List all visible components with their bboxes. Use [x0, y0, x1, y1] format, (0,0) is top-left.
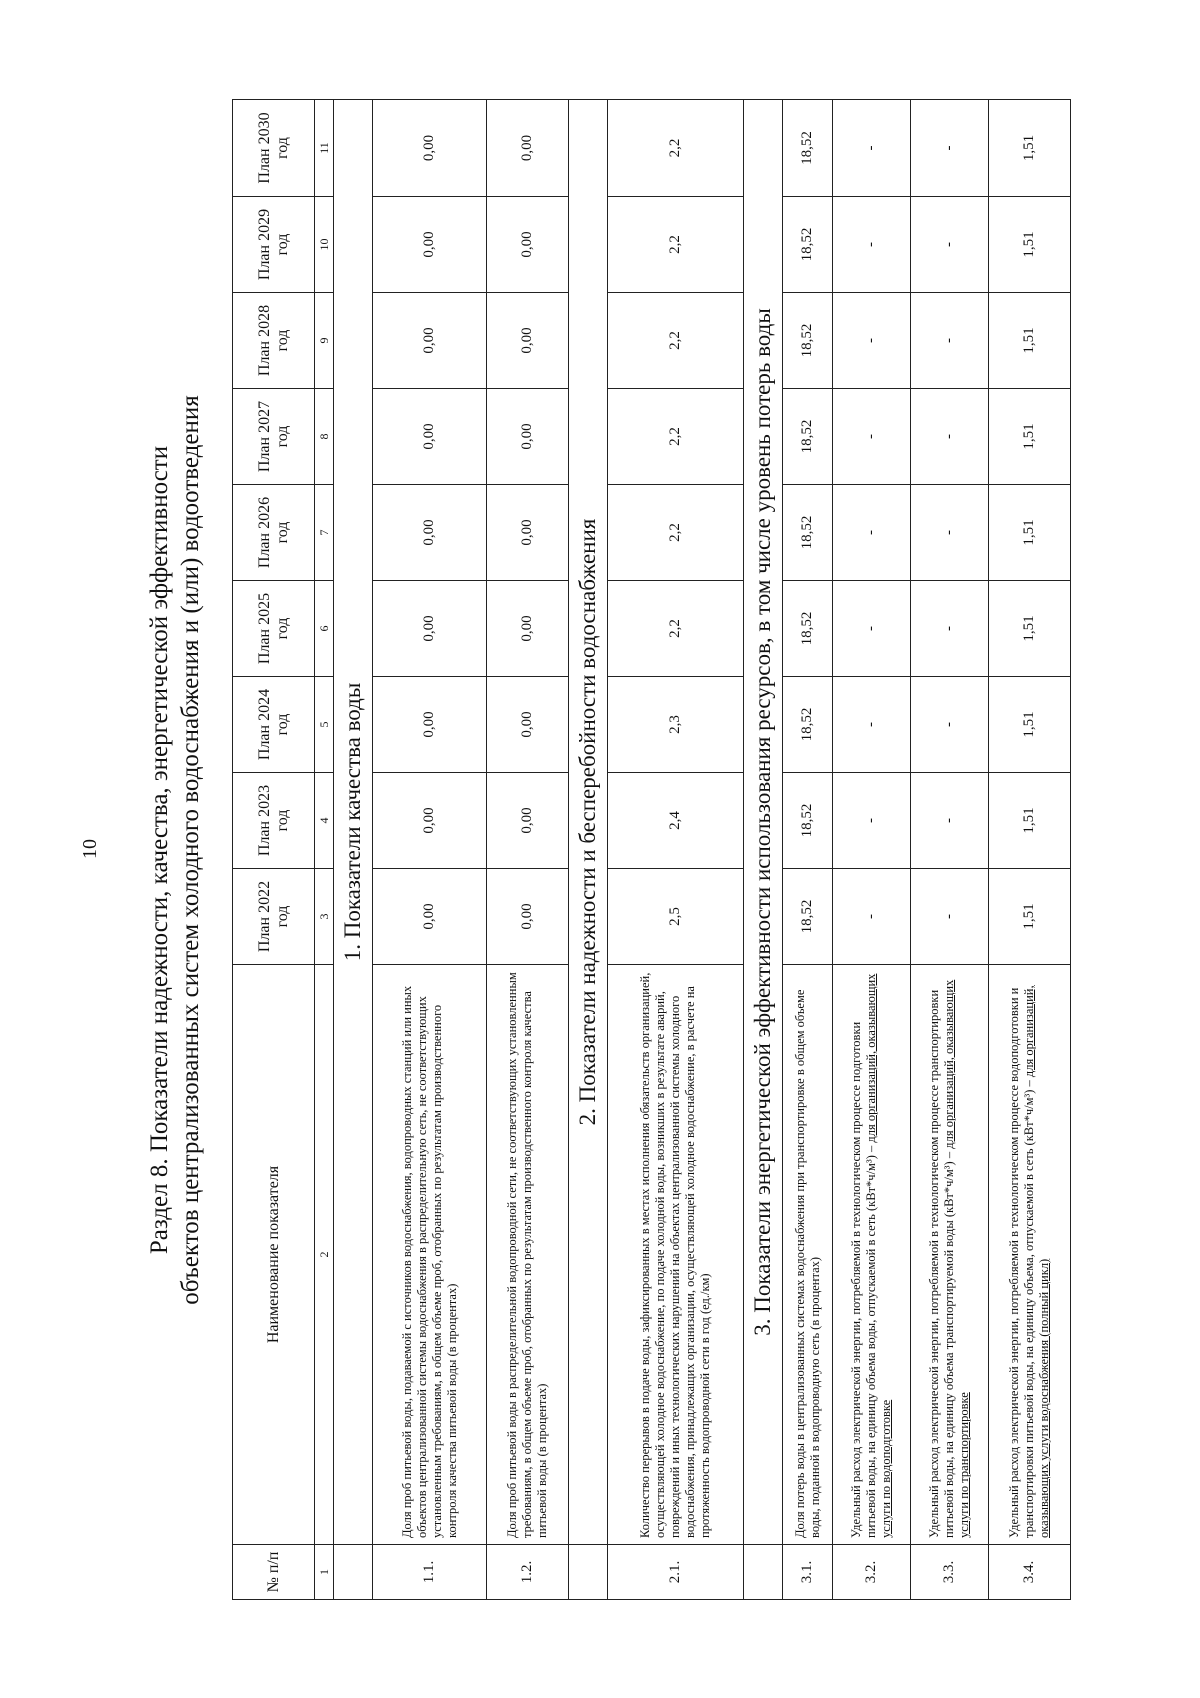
value-cell: 2,2: [608, 197, 744, 293]
value-cell: 0,00: [373, 869, 487, 965]
value-cell: 2,2: [608, 581, 744, 677]
value-cell: 0,00: [373, 100, 487, 197]
table-header-row: [233, 100, 315, 1600]
value-cell: 1,51: [989, 389, 1071, 485]
value-cell: 18,52: [783, 293, 833, 389]
header-year-2025: План 2025 год: [233, 581, 315, 677]
table-row: [373, 100, 487, 1600]
header-year-2023: План 2023 год: [233, 773, 315, 869]
header-year-2029: План 2029 год: [233, 197, 315, 293]
value-cell: 1,51: [989, 100, 1071, 197]
row-number: 1.1.: [373, 1545, 487, 1600]
value-cell: -: [911, 197, 989, 293]
value-cell: -: [833, 293, 911, 389]
column-index: 2: [315, 965, 334, 1545]
value-cell: -: [911, 869, 989, 965]
section-heading-1: 1. Показатели качества воды: [334, 100, 373, 1545]
value-cell: 1,51: [989, 773, 1071, 869]
value-cell: -: [911, 485, 989, 581]
row-number: 3.2.: [833, 1545, 911, 1600]
value-cell: 0,00: [487, 197, 569, 293]
value-cell: -: [833, 485, 911, 581]
value-cell: 2,2: [608, 100, 744, 197]
value-cell: 18,52: [783, 389, 833, 485]
table-row: [608, 100, 744, 1600]
value-cell: 2,3: [608, 677, 744, 773]
value-cell: 18,52: [783, 677, 833, 773]
row-number: 3.4.: [989, 1545, 1071, 1600]
value-cell: 0,00: [487, 581, 569, 677]
value-cell: 18,52: [783, 581, 833, 677]
column-index: 5: [315, 677, 334, 773]
header-year-2028: План 2028 год: [233, 293, 315, 389]
value-cell: 18,52: [783, 773, 833, 869]
value-cell: -: [911, 389, 989, 485]
indicator-name: Количество перерывов в подаче воды, зафиксированных в местах исполнения обязательств организацией, осуществляющей холодное водоснабжение, по подаче холодной воды, возникших в результате аварий, повреждений и иных технологических нарушений на объектах централизованной системы холодного водоснабжения, принадлежащих организации, осуществляющей холодное водоснабжение, в расчете на протяженность водопроводной сети в год (ед./км): [608, 965, 744, 1545]
header-name: Наименование показателя: [233, 965, 315, 1545]
row-number: 1.2.: [487, 1545, 569, 1600]
section-heading-row: [744, 100, 783, 1600]
row-number: 3.1.: [783, 1545, 833, 1600]
rotated-document: [117, 100, 1051, 1600]
column-index: 3: [315, 869, 334, 965]
indicator-name: [989, 965, 1071, 1545]
header-year-2027: План 2027 год: [233, 389, 315, 485]
value-cell: 0,00: [487, 100, 569, 197]
table-row: [833, 100, 911, 1600]
section-heading-3: 3. Показатели энергетической эффективности использования ресурсов, в том числе уровень потерь воды: [744, 100, 783, 1545]
header-year-2024: План 2024 год: [233, 677, 315, 773]
value-cell: -: [911, 293, 989, 389]
value-cell: 1,51: [989, 677, 1071, 773]
value-cell: 0,00: [487, 293, 569, 389]
value-cell: -: [833, 773, 911, 869]
value-cell: 1,51: [989, 869, 1071, 965]
section-title-line-2: объектов централизованных систем холодного водоснабжения и (или) водоотведения: [176, 395, 204, 1305]
value-cell: 18,52: [783, 100, 833, 197]
value-cell: 1,51: [989, 485, 1071, 581]
value-cell: 18,52: [783, 197, 833, 293]
value-cell: 18,52: [783, 485, 833, 581]
value-cell: -: [911, 581, 989, 677]
section-heading-gap: [569, 1545, 608, 1600]
value-cell: 0,00: [487, 773, 569, 869]
section-heading-gap: [744, 1545, 783, 1600]
table-row: [911, 100, 989, 1600]
value-cell: 0,00: [373, 293, 487, 389]
value-cell: 0,00: [373, 581, 487, 677]
value-cell: -: [833, 677, 911, 773]
value-cell: -: [911, 773, 989, 869]
value-cell: -: [911, 677, 989, 773]
section-heading-2: 2. Показатели надежности и бесперебойности водоснабжения: [569, 100, 608, 1545]
value-cell: 18,52: [783, 869, 833, 965]
row-number: 3.3.: [911, 1545, 989, 1600]
header-num: № п/п: [233, 1545, 315, 1600]
column-index: 6: [315, 581, 334, 677]
indicator-name: Доля потерь воды в централизованных системах водоснабжения при транспортировке в общем объеме воды, поданной в водопроводную сеть (в процентах): [783, 965, 833, 1545]
value-cell: 0,00: [373, 773, 487, 869]
table-row: [989, 100, 1071, 1600]
column-index-row: [315, 100, 334, 1600]
header-year-2022: План 2022 год: [233, 869, 315, 965]
section-title-line-1: Раздел 8. Показатели надежности, качества, энергетической эффективности: [145, 445, 173, 1255]
indicators-table: [232, 99, 1071, 1600]
table-row: [783, 100, 833, 1600]
column-index: 7: [315, 485, 334, 581]
table-row: [487, 100, 569, 1600]
value-cell: 0,00: [373, 197, 487, 293]
value-cell: 1,51: [989, 293, 1071, 389]
section-title-block: [117, 100, 232, 1600]
value-cell: 2,4: [608, 773, 744, 869]
indicator-name-text: Удельный расход электрической энергии, потребляемой в технологическом процессе транспортировки питьевой воды, на единицу объема транспортируемой воды (кВт*ч/м³) –: [927, 989, 956, 1538]
value-cell: 0,00: [487, 677, 569, 773]
value-cell: 2,2: [608, 485, 744, 581]
value-cell: 1,51: [989, 197, 1071, 293]
value-cell: 2,5: [608, 869, 744, 965]
value-cell: 2,2: [608, 389, 744, 485]
indicator-name: [911, 965, 989, 1545]
indicator-name: [833, 965, 911, 1545]
indicator-name-text: Удельный расход электрической энергии, потребляемой в технологическом процессе водоподготовки и транспортировки питьевой воды, на единицу объема, отпускаемой в сеть (кВт*ч/м³) –: [1007, 987, 1036, 1538]
indicator-name-underlined: для организаций, оказывающих услуги по водоподготовке: [864, 973, 893, 1538]
value-cell: 0,00: [487, 389, 569, 485]
column-index: 9: [315, 293, 334, 389]
column-index: 11: [315, 100, 334, 197]
section-heading-row: [569, 100, 608, 1600]
value-cell: 0,00: [373, 485, 487, 581]
value-cell: -: [833, 197, 911, 293]
column-index: 10: [315, 197, 334, 293]
column-index: 4: [315, 773, 334, 869]
indicator-name: Доля проб питьевой воды в распределительной водопроводной сети, не соответствующих установленным требованиям, в общем объеме проб, отобранных по результатам производственного контроля качества питьевой воды (в процентах): [487, 965, 569, 1545]
value-cell: -: [833, 581, 911, 677]
indicator-name-text: Удельный расход электрической энергии, потребляемой в технологическом процессе подготовки питьевой воды, на единицу объема воды, отпускаемой в сеть (кВт*ч/м³) –: [849, 1021, 878, 1538]
value-cell: 0,00: [373, 677, 487, 773]
row-number: 2.1.: [608, 1545, 744, 1600]
header-year-2026: План 2026 год: [233, 485, 315, 581]
indicator-name-underlined: для организаций, оказывающих услуги по транспортировке: [942, 979, 971, 1538]
value-cell: -: [833, 869, 911, 965]
section-heading-row: [334, 100, 373, 1600]
value-cell: -: [833, 100, 911, 197]
indicator-name: Доля проб питьевой воды, подаваемой с источников водоснабжения, водопроводных станций или иных объектов централизованной системы водоснабжения в распределительную сеть, не соответствующих установленным требованиям, в общем объеме проб, отобранных по результатам производственного контроля качества питьевой воды (в процентах): [373, 965, 487, 1545]
value-cell: 0,00: [487, 485, 569, 581]
value-cell: -: [833, 389, 911, 485]
indicator-name-underlined: для организаций, оказывающих услуги водоснабжения (полный цикл): [1022, 985, 1051, 1538]
value-cell: 0,00: [487, 869, 569, 965]
value-cell: 0,00: [373, 389, 487, 485]
section-heading-gap: [334, 1545, 373, 1600]
value-cell: 2,2: [608, 293, 744, 389]
column-index: 1: [315, 1545, 334, 1600]
column-index: 8: [315, 389, 334, 485]
page-number: 10: [79, 839, 101, 859]
value-cell: 1,51: [989, 581, 1071, 677]
header-year-2030: План 2030 год: [233, 100, 315, 197]
value-cell: -: [911, 100, 989, 197]
